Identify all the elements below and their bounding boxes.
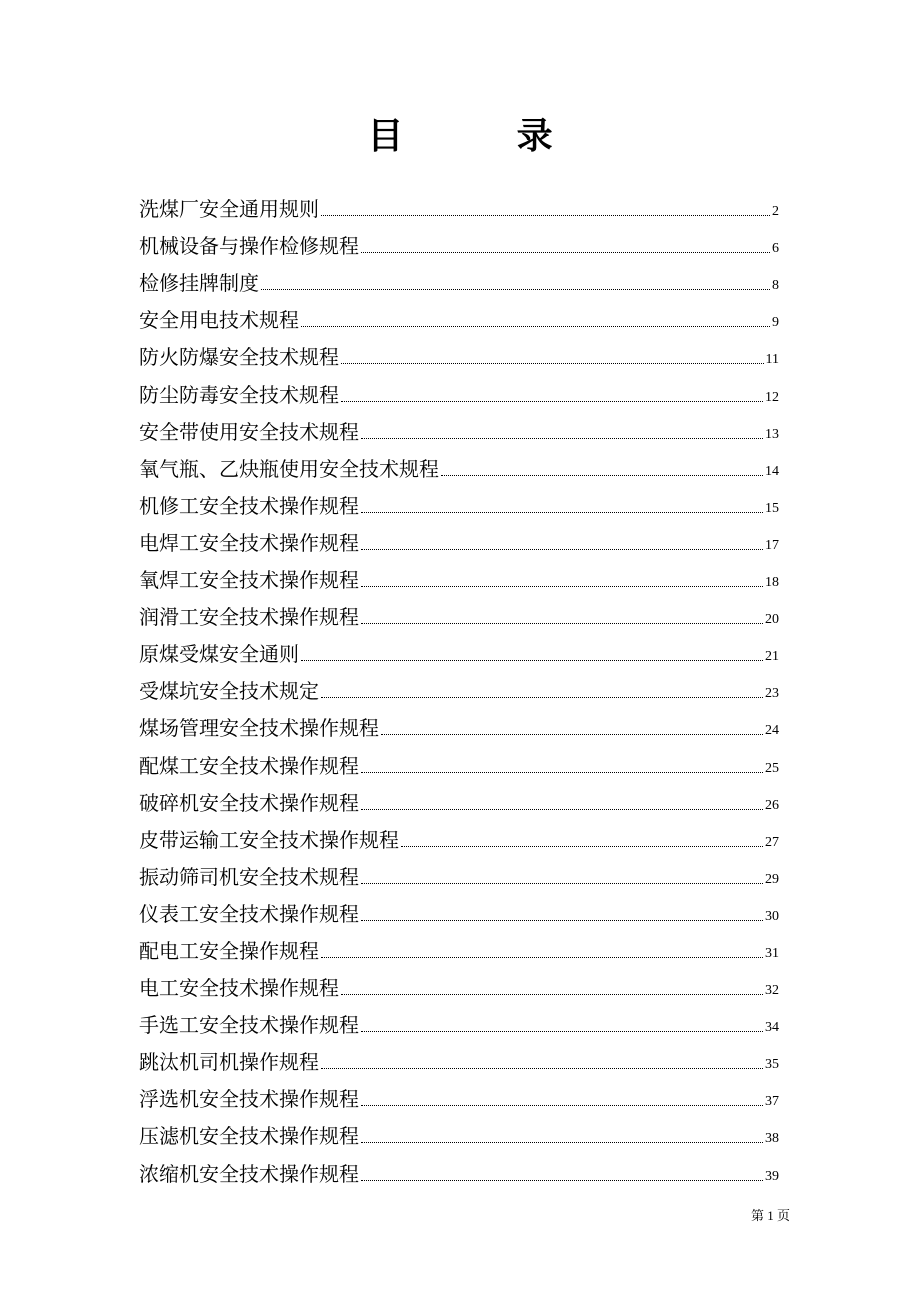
- dot-leader: [341, 363, 764, 364]
- toc-entry-title[interactable]: 浮选机安全技术操作规程: [139, 1087, 359, 1112]
- dot-leader: [321, 957, 763, 958]
- dot-leader: [321, 697, 763, 698]
- toc-entry[interactable]: [139, 1078, 779, 1115]
- toc-entry-title[interactable]: 煤场管理安全技术操作规程: [139, 716, 379, 741]
- dot-leader: [361, 772, 763, 773]
- toc-entry[interactable]: [139, 856, 779, 893]
- toc-entry[interactable]: [139, 1041, 779, 1078]
- toc-entry-title[interactable]: 防尘防毒安全技术规程: [139, 382, 339, 407]
- toc-entry[interactable]: [139, 485, 779, 522]
- dot-leader: [361, 623, 763, 624]
- dot-leader: [361, 883, 763, 884]
- toc-entry-page-number[interactable]: 38: [765, 1131, 779, 1147]
- toc-entry[interactable]: [139, 819, 779, 856]
- dot-leader: [361, 549, 763, 550]
- dot-leader: [301, 326, 770, 327]
- toc-entry[interactable]: [139, 893, 779, 930]
- toc-entry[interactable]: [139, 596, 779, 633]
- toc-entry-page-number[interactable]: 8: [772, 278, 779, 294]
- toc-entry-page-number[interactable]: 18: [765, 575, 779, 591]
- toc-entry-title[interactable]: 手选工安全技术操作规程: [139, 1013, 359, 1038]
- toc-entry-page-number[interactable]: 39: [765, 1168, 779, 1184]
- dot-leader: [341, 994, 763, 995]
- toc-entry-title[interactable]: 压滤机安全技术操作规程: [139, 1124, 359, 1149]
- dot-leader: [361, 1142, 763, 1143]
- toc-entry[interactable]: [139, 930, 779, 967]
- toc-entry-page-number[interactable]: 23: [765, 686, 779, 702]
- toc-entry[interactable]: [139, 559, 779, 596]
- toc-entry[interactable]: [139, 188, 779, 225]
- toc-entry-title[interactable]: 电工安全技术操作规程: [139, 976, 339, 1001]
- toc-entry-page-number[interactable]: 27: [765, 834, 779, 850]
- toc-entry-page-number[interactable]: 32: [765, 983, 779, 999]
- toc-entry-page-number[interactable]: 35: [765, 1057, 779, 1073]
- dot-leader: [321, 1068, 763, 1069]
- toc-entry[interactable]: [139, 670, 779, 707]
- toc-entry-page-number[interactable]: 20: [765, 612, 779, 628]
- toc-entry-page-number[interactable]: 17: [765, 537, 779, 553]
- toc-entry[interactable]: [139, 411, 779, 448]
- toc-entry[interactable]: [139, 262, 779, 299]
- dot-leader: [261, 289, 770, 290]
- toc-entry-page-number[interactable]: 34: [765, 1020, 779, 1036]
- dot-leader: [361, 252, 770, 253]
- dot-leader: [361, 586, 763, 587]
- toc-entry[interactable]: [139, 448, 779, 485]
- toc-entry-page-number[interactable]: 13: [765, 426, 779, 442]
- toc-entry[interactable]: [139, 225, 779, 262]
- page-title: 目 录: [367, 115, 604, 157]
- toc-entry-page-number[interactable]: 2: [772, 204, 779, 220]
- toc-entry-title[interactable]: 安全用电技术规程: [139, 308, 299, 333]
- toc-entry-page-number[interactable]: 26: [765, 797, 779, 813]
- toc-entry-title[interactable]: 防火防爆安全技术规程: [139, 345, 339, 370]
- toc-entry-title[interactable]: 安全带使用安全技术规程: [139, 419, 359, 444]
- toc-entry-title[interactable]: 振动筛司机安全技术规程: [139, 864, 359, 889]
- dot-leader: [401, 846, 763, 847]
- toc-entry[interactable]: [139, 1152, 779, 1189]
- toc-entry[interactable]: [139, 522, 779, 559]
- toc-entry[interactable]: [139, 373, 779, 410]
- toc-entry-title[interactable]: 跳汰机司机操作规程: [139, 1050, 319, 1075]
- toc-entry-page-number[interactable]: 30: [765, 908, 779, 924]
- toc-entry-page-number[interactable]: 11: [765, 352, 779, 368]
- dot-leader: [361, 438, 763, 439]
- toc-entry-title[interactable]: 氧焊工安全技术操作规程: [139, 568, 359, 593]
- toc-entry-page-number[interactable]: 25: [765, 760, 779, 776]
- toc-entry-title[interactable]: 受煤坑安全技术规定: [139, 679, 319, 704]
- dot-leader: [341, 401, 763, 402]
- toc-entry-page-number[interactable]: 31: [765, 945, 779, 961]
- toc-entry-page-number[interactable]: 24: [765, 723, 779, 739]
- toc-entry[interactable]: [139, 299, 779, 336]
- dot-leader: [441, 475, 763, 476]
- page-number-footer: 第 1 页: [751, 1208, 791, 1223]
- toc-entry-page-number[interactable]: 21: [765, 649, 779, 665]
- toc-entry-title[interactable]: 电焊工安全技术操作规程: [139, 530, 359, 555]
- toc-entry[interactable]: [139, 967, 779, 1004]
- toc-entry-title[interactable]: 浓缩机安全技术操作规程: [139, 1161, 359, 1186]
- dot-leader: [361, 1180, 763, 1181]
- dot-leader: [361, 809, 763, 810]
- dot-leader: [381, 734, 763, 735]
- dot-leader: [301, 660, 763, 661]
- toc-entry[interactable]: [139, 744, 779, 781]
- toc-entry-page-number[interactable]: 12: [765, 389, 779, 405]
- toc-entry-title[interactable]: 皮带运输工安全技术操作规程: [139, 827, 399, 852]
- toc-entry-title[interactable]: 机械设备与操作检修规程: [139, 234, 359, 259]
- toc-entry-title[interactable]: 氧气瓶、乙炔瓶使用安全技术规程: [139, 456, 439, 481]
- toc-entry-title[interactable]: 洗煤厂安全通用规则: [139, 197, 319, 222]
- toc-entry-title[interactable]: 检修挂牌制度: [139, 271, 259, 296]
- toc-entry-page-number[interactable]: 14: [765, 463, 779, 479]
- toc-entry-title[interactable]: 仪表工安全技术操作规程: [139, 901, 359, 926]
- toc-entry-page-number[interactable]: 9: [772, 315, 779, 331]
- dot-leader: [361, 1105, 763, 1106]
- table-of-contents: [139, 188, 779, 1190]
- toc-entry-title[interactable]: 破碎机安全技术操作规程: [139, 790, 359, 815]
- dot-leader: [361, 1031, 763, 1032]
- toc-entry-page-number[interactable]: 37: [765, 1094, 779, 1110]
- dot-leader: [361, 920, 763, 921]
- toc-entry-title[interactable]: 配电工安全操作规程: [139, 938, 319, 963]
- toc-entry[interactable]: [139, 782, 779, 819]
- toc-entry[interactable]: [139, 1004, 779, 1041]
- toc-entry-page-number[interactable]: 29: [765, 871, 779, 887]
- toc-entry-page-number[interactable]: 15: [765, 500, 779, 516]
- toc-entry-page-number[interactable]: 6: [772, 241, 779, 257]
- toc-entry[interactable]: [139, 633, 779, 670]
- toc-entry-title[interactable]: 配煤工安全技术操作规程: [139, 753, 359, 778]
- toc-entry[interactable]: [139, 707, 779, 744]
- toc-entry-title[interactable]: 原煤受煤安全通则: [139, 642, 299, 667]
- dot-leader: [321, 215, 770, 216]
- dot-leader: [361, 512, 763, 513]
- toc-entry[interactable]: [139, 336, 779, 373]
- toc-entry-title[interactable]: 润滑工安全技术操作规程: [139, 605, 359, 630]
- toc-entry-title[interactable]: 机修工安全技术操作规程: [139, 493, 359, 518]
- toc-entry[interactable]: [139, 1115, 779, 1152]
